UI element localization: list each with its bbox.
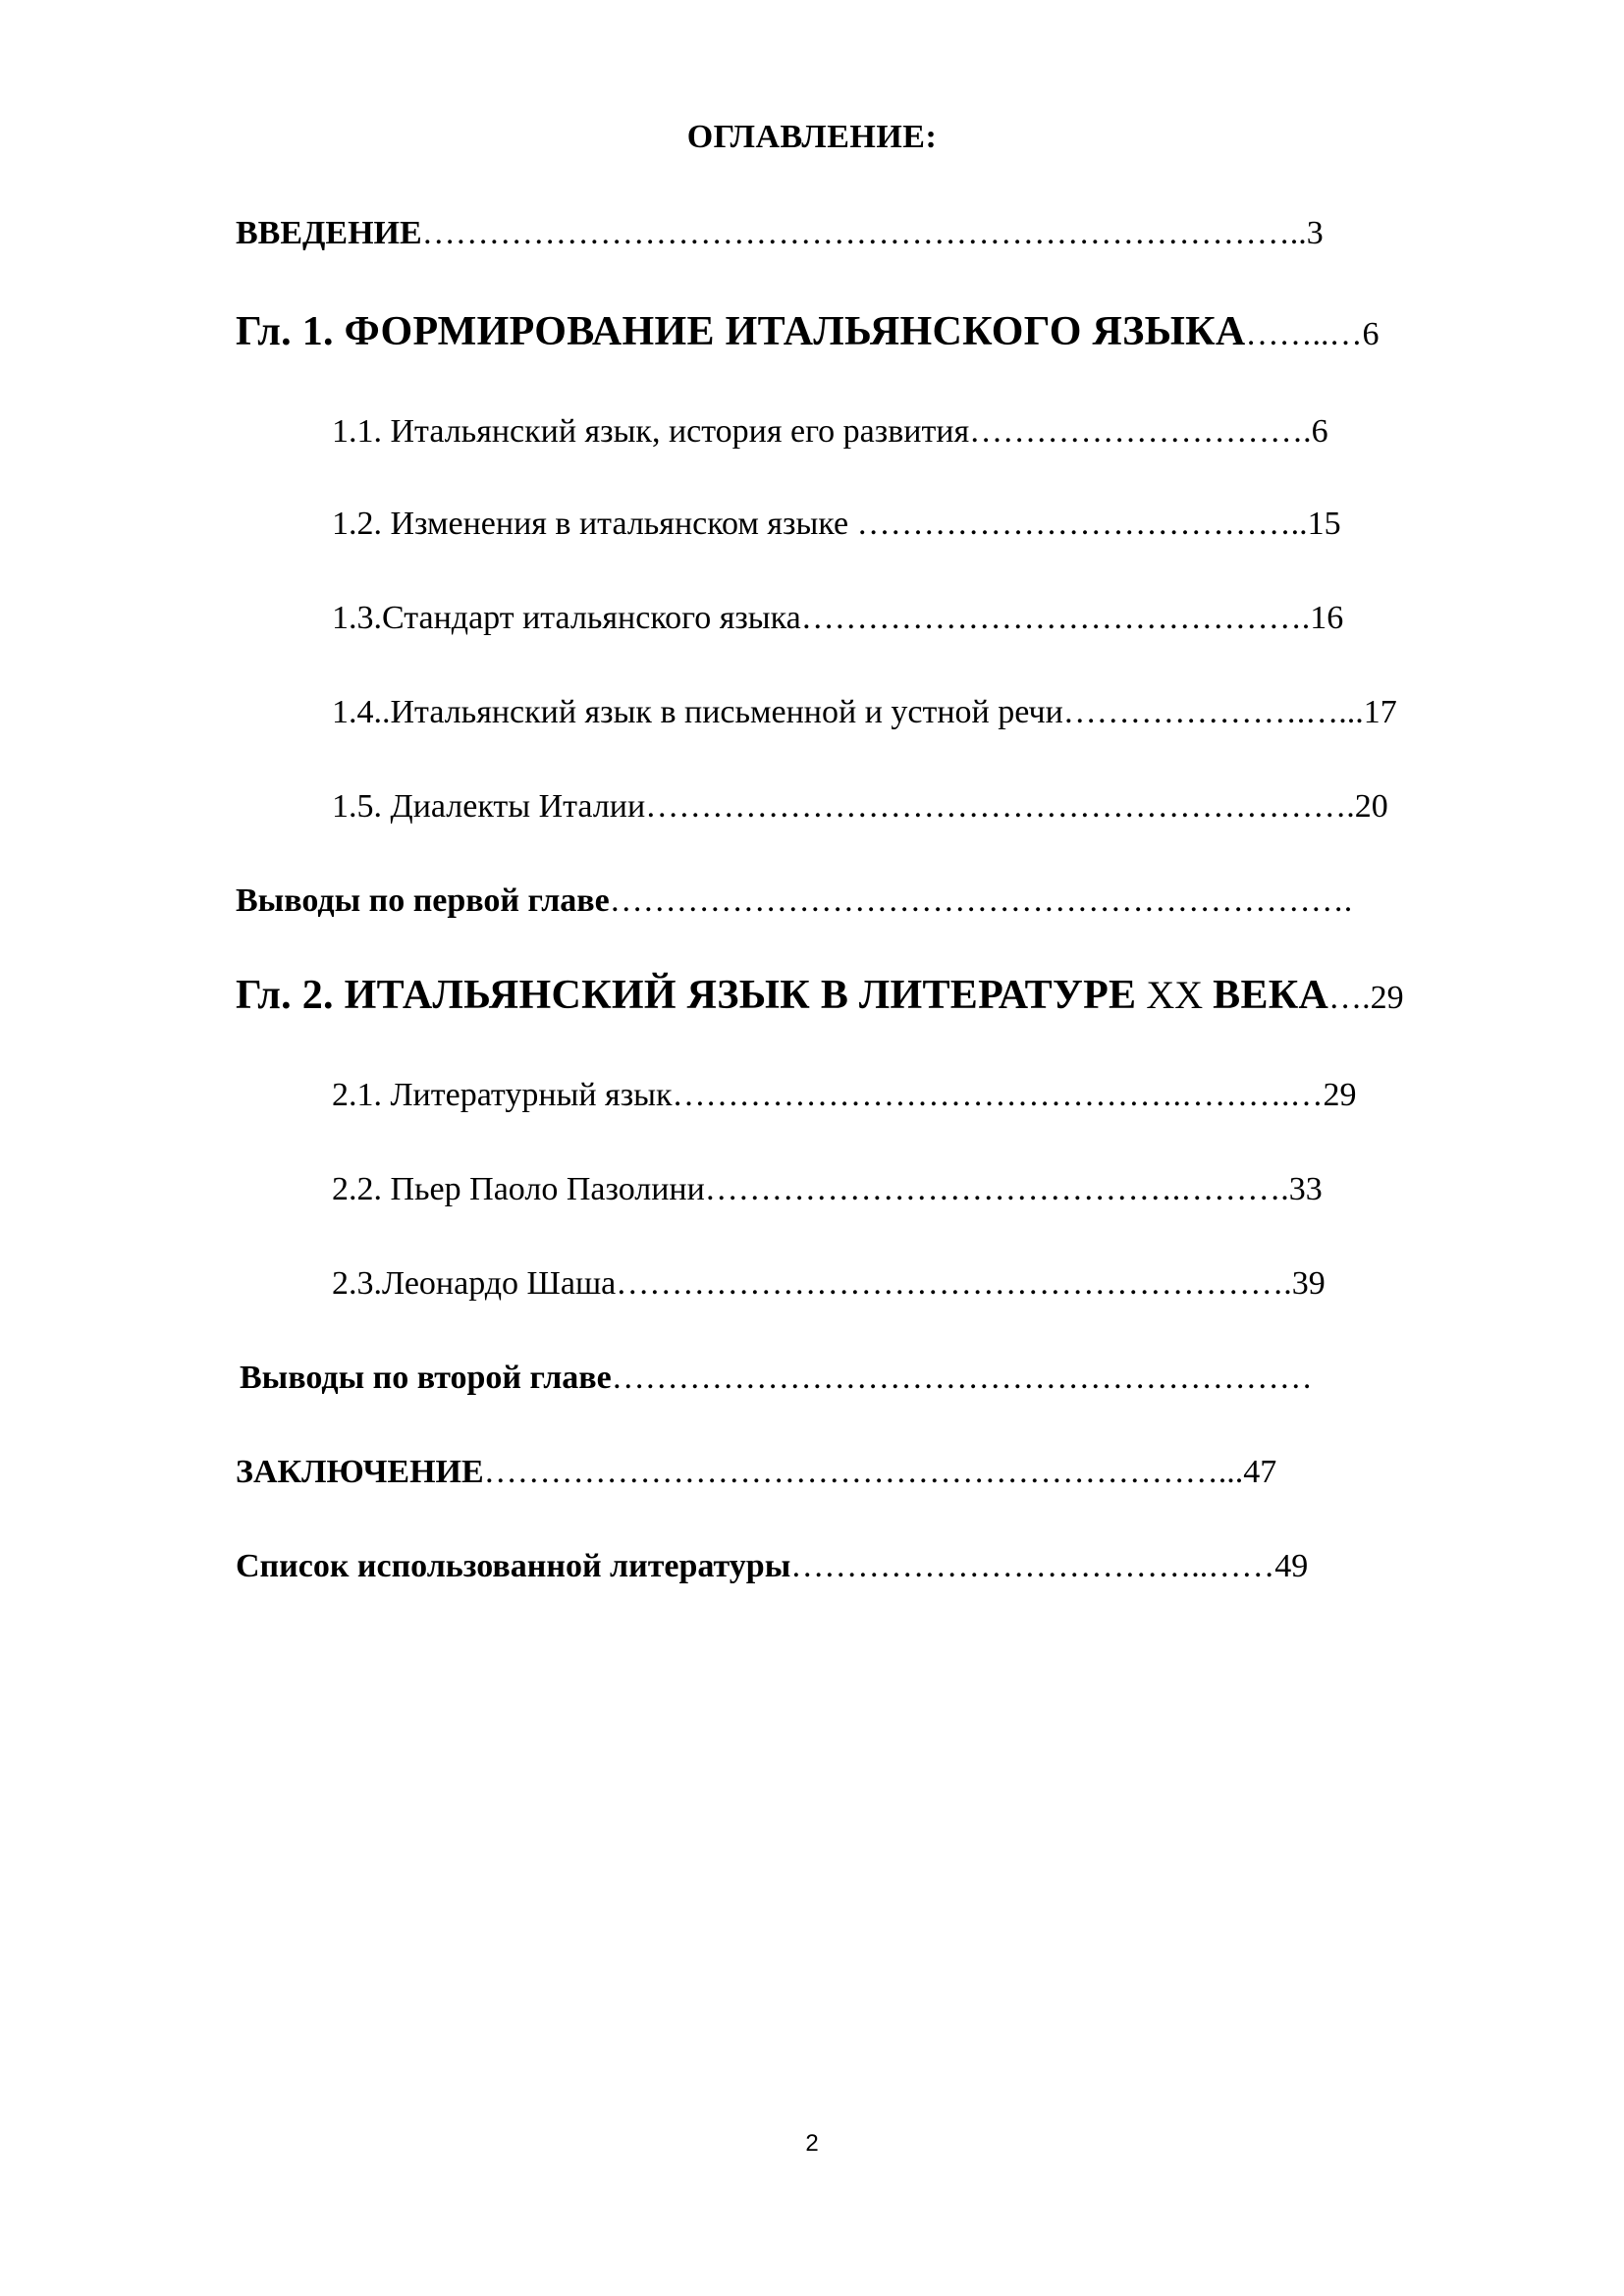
toc-entry-leader: ……………………………………….……….… xyxy=(672,1077,1324,1113)
toc-entry-leader: …………………………. xyxy=(969,413,1312,450)
toc-entry-leader: ………………….…... xyxy=(1062,694,1364,730)
toc-entry-label: Гл. 2. ИТАЛЬЯНСКИЙ ЯЗЫК В ЛИТЕРАТУРЕ xyxy=(236,973,1137,1018)
toc-entry-section-2-1[interactable] xyxy=(332,1074,1357,1117)
toc-entry-label-century: XX xyxy=(1136,973,1214,1017)
toc-entry-label: 2.2. Пьер Паоло Пазолини xyxy=(332,1171,705,1207)
toc-entry-page: 29 xyxy=(1323,1077,1357,1113)
toc-entry-chapter-2[interactable] xyxy=(236,968,1404,1026)
toc-entry-page: 16 xyxy=(1310,600,1344,636)
toc-entry-leader: …………………………………………………………. xyxy=(609,882,1353,919)
toc-entry-section-1-4[interactable] xyxy=(332,691,1397,734)
toc-entry-page: 15 xyxy=(1307,506,1341,542)
toc-entry-label: Список использованной литературы xyxy=(236,1548,791,1584)
toc-entry-chapter-1[interactable] xyxy=(236,304,1380,362)
toc-entry-label: 1.2. Изменения в итальянском языке xyxy=(332,506,857,542)
toc-entry-page: .29 xyxy=(1362,980,1404,1016)
toc-entry-bibliography[interactable] xyxy=(236,1545,1308,1588)
toc-entry-leader: …………………………………………………………………….. xyxy=(421,215,1307,251)
toc-entry-leader: ……..… xyxy=(1245,316,1363,352)
toc-entry-section-1-2[interactable] xyxy=(332,503,1341,546)
toc-entry-leader: ……………………………………………………. xyxy=(616,1265,1292,1302)
toc-title: ОГЛАВЛЕНИЕ: xyxy=(686,119,938,155)
toc-entry-conclusions-chapter-1[interactable] xyxy=(236,880,1352,923)
toc-entry-label: Выводы по первой главе xyxy=(236,882,610,919)
toc-entry-leader: ………………………………….. xyxy=(856,506,1308,542)
toc-entry-label: 1.5. Диалекты Италии xyxy=(332,788,646,825)
toc-entry-page: 17 xyxy=(1363,694,1397,730)
toc-entry-label: ЗАКЛЮЧЕНИЕ xyxy=(236,1454,484,1490)
toc-entry-section-1-5[interactable] xyxy=(332,785,1388,828)
toc-entry-leader: ………………………………………………………. xyxy=(645,788,1355,825)
toc-entry-leader: ………………………………………. xyxy=(800,600,1311,636)
toc-entry-page: 47 xyxy=(1243,1454,1277,1490)
toc-entry-label: 2.3.Леонардо Шаша xyxy=(332,1265,617,1302)
toc-entry-section-1-3[interactable] xyxy=(332,597,1343,640)
toc-entry-page: 33 xyxy=(1288,1171,1323,1207)
toc-entry-label: Гл. 1. ФОРМИРОВАНИЕ ИТАЛЬЯНСКОГО ЯЗЫКА xyxy=(236,309,1246,354)
toc-entry-section-2-2[interactable] xyxy=(332,1168,1323,1211)
toc-entry-introduction[interactable] xyxy=(236,212,1324,255)
toc-entry-page: 3 xyxy=(1306,215,1324,251)
toc-entry-label: 2.1. Литературный язык xyxy=(332,1077,673,1113)
toc-entry-label-suffix: ВЕКА xyxy=(1213,973,1329,1018)
toc-entry-section-2-3[interactable] xyxy=(332,1262,1326,1306)
toc-entry-page: 39 xyxy=(1291,1265,1326,1302)
toc-entry-leader: …………………………………….………. xyxy=(704,1171,1289,1207)
toc-entry-leader: ………………………………..…… xyxy=(790,1548,1275,1584)
toc-entry-label: 1.4..Итальянский язык в письменной и устной речи xyxy=(332,694,1063,730)
toc-entry-leader: ……………………………………………………… xyxy=(611,1360,1313,1396)
toc-entry-label: 1.3.Стандарт итальянского языка xyxy=(332,600,801,636)
toc-entry-conclusions-chapter-2[interactable] xyxy=(240,1357,1313,1400)
toc-entry-label: Выводы по второй главе xyxy=(240,1360,612,1396)
toc-entry-page: 49 xyxy=(1274,1548,1309,1584)
toc-entry-section-1-1[interactable] xyxy=(332,410,1328,454)
toc-entry-page: 6 xyxy=(1362,316,1380,352)
toc-entry-leader: …………………………………………………………... xyxy=(483,1454,1244,1490)
toc-entry-label: 1.1. Итальянский язык, история его развития xyxy=(332,413,970,450)
toc-entry-page: 20 xyxy=(1354,788,1388,825)
page-number: 2 xyxy=(805,2130,819,2157)
toc-entry-page: 6 xyxy=(1311,413,1328,450)
toc-entry-leader: … xyxy=(1328,980,1363,1016)
toc-entry-conclusion[interactable] xyxy=(236,1451,1276,1494)
toc-entry-label: ВВЕДЕНИЕ xyxy=(236,215,422,251)
